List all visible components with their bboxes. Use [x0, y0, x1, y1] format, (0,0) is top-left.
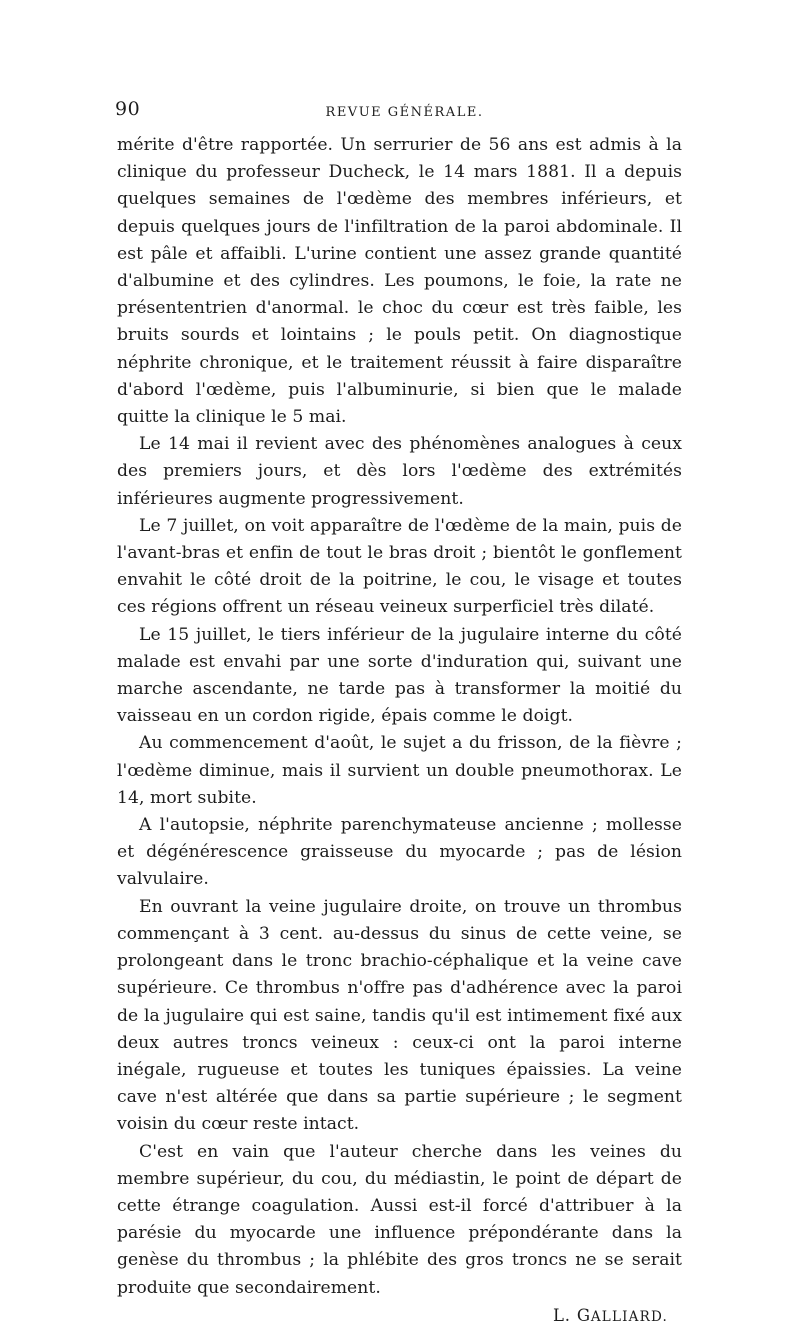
- paragraph-readmission: Le 14 mai il revient avec des phénomènes analogues à ceux des premiers jours, et dès lors l'œdème des extrémités inférieures augmente progressivement.: [117, 434, 682, 509]
- paragraph-case-intro: mérite d'être rapportée. Un serrurier de 56 ans est admis à la clinique du professeur Ducheck, le 14 mars 1881. Il a depuis quelques semaines de l'œdème des membres inférieurs, et depuis quelques jours de l'infiltration de la paroi abdominale. Il est pâle et affaibli. L'urine contient une assez grande quantité d'albumine et des cylindres. Les poumons, le foie, la rate ne présententrien d'anormal. le choc du cœur est très faible, les bruits sourds et lointains ; le pouls petit. On diagnostique néphrite chronique, et le traitement réussit à faire disparaître d'abord l'œdème, puis l'albuminurie, si bien que le malade quitte la clinique le 5 mai.: [117, 135, 682, 428]
- document-page: [117, 92, 682, 1325]
- page-number: 90: [115, 98, 141, 120]
- article-body: [117, 132, 682, 1302]
- paragraph-conclusion: C'est en vain que l'auteur cherche dans les veines du membre supérieur, du cou, du médiastin, le point de départ de cette étrange coagulation. Aussi est-il forcé d'attribuer à la parésie du myocarde une influence prépondérante dans la genèse du thrombus ; la phlébite des gros troncs ne se serait produite que secondairement.: [117, 1141, 682, 1298]
- signature-rest: ALLIARD.: [590, 1308, 668, 1325]
- paragraph-july-15: Le 15 juillet, le tiers inférieur de la jugulaire interne du côté malade est envahi par une sorte d'induration qui, suivant une marche ascendante, ne tarde pas à transformer la moitié du vaisseau en un cordon rigide, épais comme le doigt.: [117, 624, 682, 727]
- author-signature: [117, 1306, 682, 1325]
- paragraph-july-7: Le 7 juillet, on voit apparaître de l'œdème de la main, puis de l'avant-bras et enfin de tout le bras droit ; bientôt le gonflement envahit le côté droit de la poitrine, le cou, le visage et toutes ces régions offrent un réseau veineux surperficiel très dilaté.: [117, 515, 682, 618]
- paragraph-autopsy: A l'autopsie, néphrite parenchymateuse ancienne ; mollesse et dégénérescence graisseuse du myocarde ; pas de lésion valvulaire.: [117, 815, 682, 890]
- running-head: [117, 92, 682, 132]
- paragraph-thrombus: En ouvrant la veine jugulaire droite, on trouve un thrombus commençant à 3 cent. au-dessus du sinus de cette veine, se prolongeant dans le tronc brachio-céphalique et la veine cave supérieure. Ce thrombus n'offre pas d'adhérence avec la paroi de la jugulaire qui est saine, tandis qu'il est intimement fixé aux deux autres troncs veineux : ceux-ci ont la paroi interne inégale, rugueuse et toutes les tuniques épaissies. La veine cave n'est altérée que dans sa partie supérieure ; le segment voisin du cœur reste intact.: [117, 896, 682, 1135]
- signature-initial: L. G: [553, 1305, 591, 1325]
- paragraph-august: Au commencement d'août, le sujet a du frisson, de la fièvre ; l'œdème diminue, mais il survient un double pneumothorax. Le 14, mort subite.: [117, 733, 682, 808]
- running-title: REVUE GÉNÉRALE.: [325, 105, 484, 120]
